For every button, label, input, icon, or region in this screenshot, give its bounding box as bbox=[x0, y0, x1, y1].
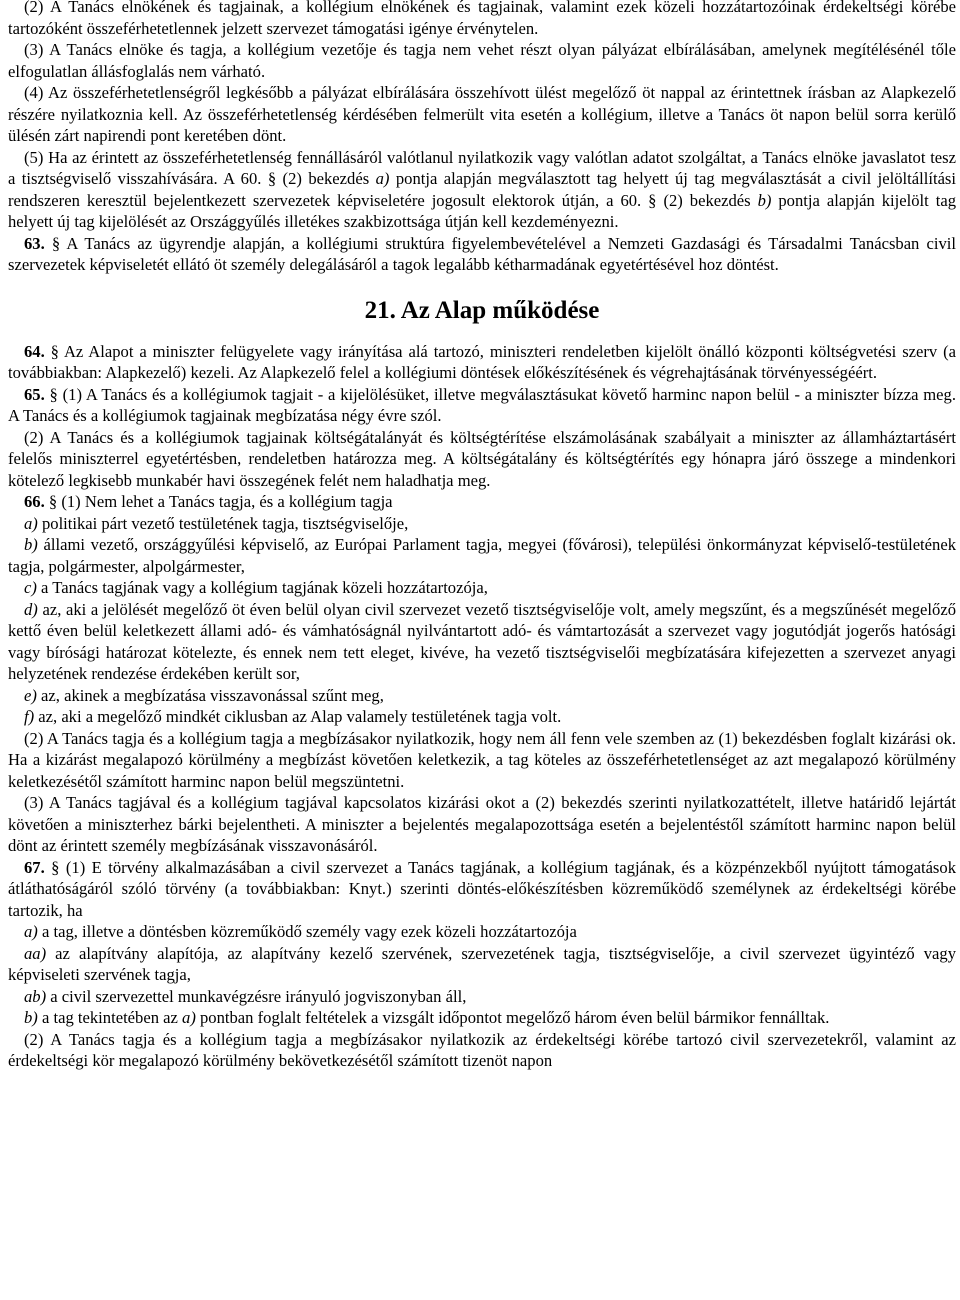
document-page bbox=[8, 0, 956, 1072]
paragraph bbox=[8, 233, 956, 276]
text-run: a tag tekintetében az bbox=[37, 1008, 183, 1027]
paragraph bbox=[8, 986, 956, 1008]
point-letter: f) bbox=[24, 707, 35, 726]
point-letter: a) bbox=[24, 513, 38, 533]
section-heading bbox=[8, 296, 956, 326]
paragraph bbox=[8, 147, 956, 233]
section-number: 63. bbox=[24, 233, 45, 253]
point-letter: ab) bbox=[24, 986, 47, 1006]
paragraph bbox=[8, 0, 956, 39]
text-run: (2) A Tanács és a kollégiumok tagjainak költségátalányát és költségtérítése elszámolásának szabályait a miniszter az államháztartásért felelős miniszterrel egyetértésben, rendeletben határozza meg. A költségátalány és költségtérítés egy hónapra járó összege a mindenkori kötelező legkisebb munkabér havi összegének felét nem haladhatja meg. bbox=[8, 427, 956, 490]
text-run: (3) A Tanács tagjával és a kollégium tagjával kapcsolatos kizárási okot a (2) bekezdés szerinti nyilatkozattételt, illetve határidő lejártát követően a miniszterhez bárki bejelentheti. A miniszter a bejelentés megalapozottsága esetén a bejelentéstől számított harminc napon belül dönt az érintett személy megbízásának visszavonásáról. bbox=[8, 793, 956, 855]
paragraph bbox=[8, 857, 956, 922]
text-run: pontja alapján megválasztott tag helyett új tag megválasztását a civil jelöltállítási rendszeren keresztül bejelentkezett szervezetek képviseletére jogosult elektorok útján, a 60. § (2) bekezdés bbox=[8, 169, 956, 210]
paragraph bbox=[8, 685, 956, 707]
section-number: 64. bbox=[24, 341, 45, 361]
text-run: pontban foglalt feltételek a vizsgált időpontot megelőző három éven belül bármikor fennálltak. bbox=[195, 1008, 830, 1027]
point-letter: b) bbox=[24, 1008, 38, 1027]
point-letter: aa) bbox=[24, 943, 47, 963]
text-run: a civil szervezettel munkavégzésre irányuló jogviszonyban áll, bbox=[46, 986, 467, 1006]
paragraph bbox=[8, 792, 956, 857]
text-run: § (1) E törvény alkalmazásában a civil szervezet a Tanács tagjának, a kollégium tagjának, és a közpénzekből nyújtott támogatások átláthatóságáról szóló törvény (a továbbiakban: Knyt.) szerinti döntés-előkészítésben közreműködő személynek az érdekeltségi körébe tartozik, ha bbox=[8, 857, 956, 920]
text-run: § Az Alapot a miniszter felügyelete vagy irányítása alá tartozó, miniszteri rendeletben kijelölt önálló központi költségvetési szerv (a továbbiakban: Alapkezelő) kezeli. Az Alapkezelő felel a kollégiumi döntések előkészítésének és végrehajtásának törvényességéért. bbox=[8, 341, 956, 382]
point-letter: a) bbox=[375, 169, 390, 188]
paragraph bbox=[8, 39, 956, 82]
paragraph bbox=[8, 534, 956, 577]
paragraph bbox=[8, 427, 956, 492]
text-run: § (1) Nem lehet a Tanács tagja, és a kollégium tagja bbox=[44, 492, 393, 511]
text-run: állami vezető, országgyűlési képviselő, az Európai Parlament tagja, megyei (fővárosi), települési önkormányzat képviselő-testületének tagja, polgármester, alpolgármester, bbox=[8, 535, 956, 576]
text-run: § (1) A Tanács és a kollégiumok tagjait - a kijelölésüket, illetve megválasztásukat követő harminc napon belül - a miniszter bízza meg. A Tanács és a kollégiumok tagjainak megbízatása négy évre szól. bbox=[8, 384, 956, 425]
text-run: (3) A Tanács elnöke és tagja, a kollégium vezetője és tagja nem vehet részt olyan pályázat elbírálásában, amelynek megítélésénél tőle elfogulatlan állásfoglalás nem várható. bbox=[8, 40, 956, 81]
text-run: az, akinek a megbízatása visszavonással szűnt meg, bbox=[36, 685, 384, 705]
paragraph bbox=[8, 384, 956, 427]
point-letter: a) bbox=[182, 1008, 196, 1027]
text-run: az alapítvány alapítója, az alapítvány kezelő szervének, szervezetének tagja, tisztségviselője, a civil szervezet ügyintéző vagy képviseleti szervének tagja, bbox=[8, 943, 956, 984]
text-run: (2) A Tanács elnökének és tagjainak, a kollégium elnökének és tagjainak, valamint ezek közeli hozzátartozóinak érdekeltségi körébe tartozóként összeférhetetlennek jelzett szervezet támogatási igénye érvénytelen. bbox=[8, 0, 956, 38]
point-letter: e) bbox=[24, 685, 37, 705]
paragraph bbox=[8, 728, 956, 793]
paragraph bbox=[8, 1029, 956, 1072]
section-number: 67. bbox=[24, 857, 45, 877]
text-run: § A Tanács az ügyrendje alapján, a kollégiumi struktúra figyelembevételével a Nemzeti Gazdasági és Társadalmi Tanácsban civil szervezetek képviseletét ellátó öt személy delegálásáról a tagok legalább kétharmadának egyetértésével hoz döntést. bbox=[8, 233, 956, 274]
text-run: a tag, illetve a döntésben közreműködő személy vagy ezek közeli hozzátartozója bbox=[37, 922, 577, 941]
point-letter: b) bbox=[757, 190, 772, 210]
text-run: (5) Ha az érintett az összeférhetetlenség fennállásáról valótlanul nyilatkozik vagy valótlan adatot szolgáltat, a Tanács elnöke javaslatot tesz a tisztségviselő visszahívására. A 60. § (2) bekezdés bbox=[8, 147, 956, 188]
text-run: (4) Az összeférhetetlenségről legkésőbb a pályázat elbírálására összehívott ülést megelőző öt nappal az érintettnek írásban az Alapkezelő részére nyilatkoznia kell. Az összeférhetetlenség kérdésében felmerült vita esetén a kollégium, illetve a Tanács öt napon belül sorra kerülő ülésén zárt napirendi pont keretében dönt. bbox=[8, 83, 956, 145]
text-run: pontja alapján kijelölt tag helyett új tag kijelölését az Országgyűlés illetékes szakbizottsága útján kell kezdeményezni. bbox=[8, 190, 956, 231]
text-run: a Tanács tagjának vagy a kollégium tagjának közeli hozzátartozója, bbox=[36, 578, 488, 597]
paragraph bbox=[8, 599, 956, 685]
text-run: az, aki a megelőző mindkét ciklusban az Alap valamely testületének tagja volt. bbox=[34, 707, 562, 726]
paragraph bbox=[8, 341, 956, 384]
section-number: 65. bbox=[24, 384, 45, 404]
point-letter: c) bbox=[24, 578, 37, 597]
section-number: 66. bbox=[24, 492, 45, 511]
point-letter: a) bbox=[24, 922, 38, 941]
text-run: politikai párt vezető testületének tagja, tisztségviselője, bbox=[37, 513, 409, 533]
paragraph bbox=[8, 82, 956, 147]
text-run: az, aki a jelölését megelőző öt éven belül olyan civil szervezet vezető tisztségviselője volt, amely megszűnt, és a megszűnését megelőző kettő éven belül keletkezett állami adó- és vámhatóságnál nyilvántartott adó- és vámtartozását a szervezet vagy jogutódját jogerős hatósági vagy bírósági határozat kötelezte, és ennek nem tett eleget, kivéve, ha vezető tisztségviselői megbízatására kifejezetten a szervezet anyagi helyzetének rendezése érdekében került sor, bbox=[8, 599, 956, 683]
text-run: (2) A Tanács tagja és a kollégium tagja a megbízásakor nyilatkozik, hogy nem áll fenn vele szemben az (1) bekezdésben foglalt kizárási ok. Ha a kizárást megalapozó körülmény a megbízást követően keletkezik, a tag köteles az összeférhetetlenséget az azt megalapozó körülmény keletkezésétől számított harminc napon belül megszüntetni. bbox=[8, 728, 956, 791]
paragraph bbox=[8, 706, 956, 728]
text-run: 21. Az Alap működése bbox=[364, 296, 600, 324]
paragraph bbox=[8, 921, 956, 943]
point-letter: d) bbox=[24, 599, 38, 619]
text-run: (2) A Tanács tagja és a kollégium tagja a megbízásakor nyilatkozik az érdekeltségi körébe tartozó civil szervezetekről, valamint az érdekeltségi kör megalapozó körülmény bekövetkezésétől számított tizenöt napon bbox=[8, 1029, 956, 1070]
point-letter: b) bbox=[24, 535, 38, 554]
paragraph bbox=[8, 513, 956, 535]
paragraph bbox=[8, 1007, 956, 1029]
paragraph bbox=[8, 577, 956, 599]
paragraph bbox=[8, 491, 956, 513]
paragraph bbox=[8, 943, 956, 986]
